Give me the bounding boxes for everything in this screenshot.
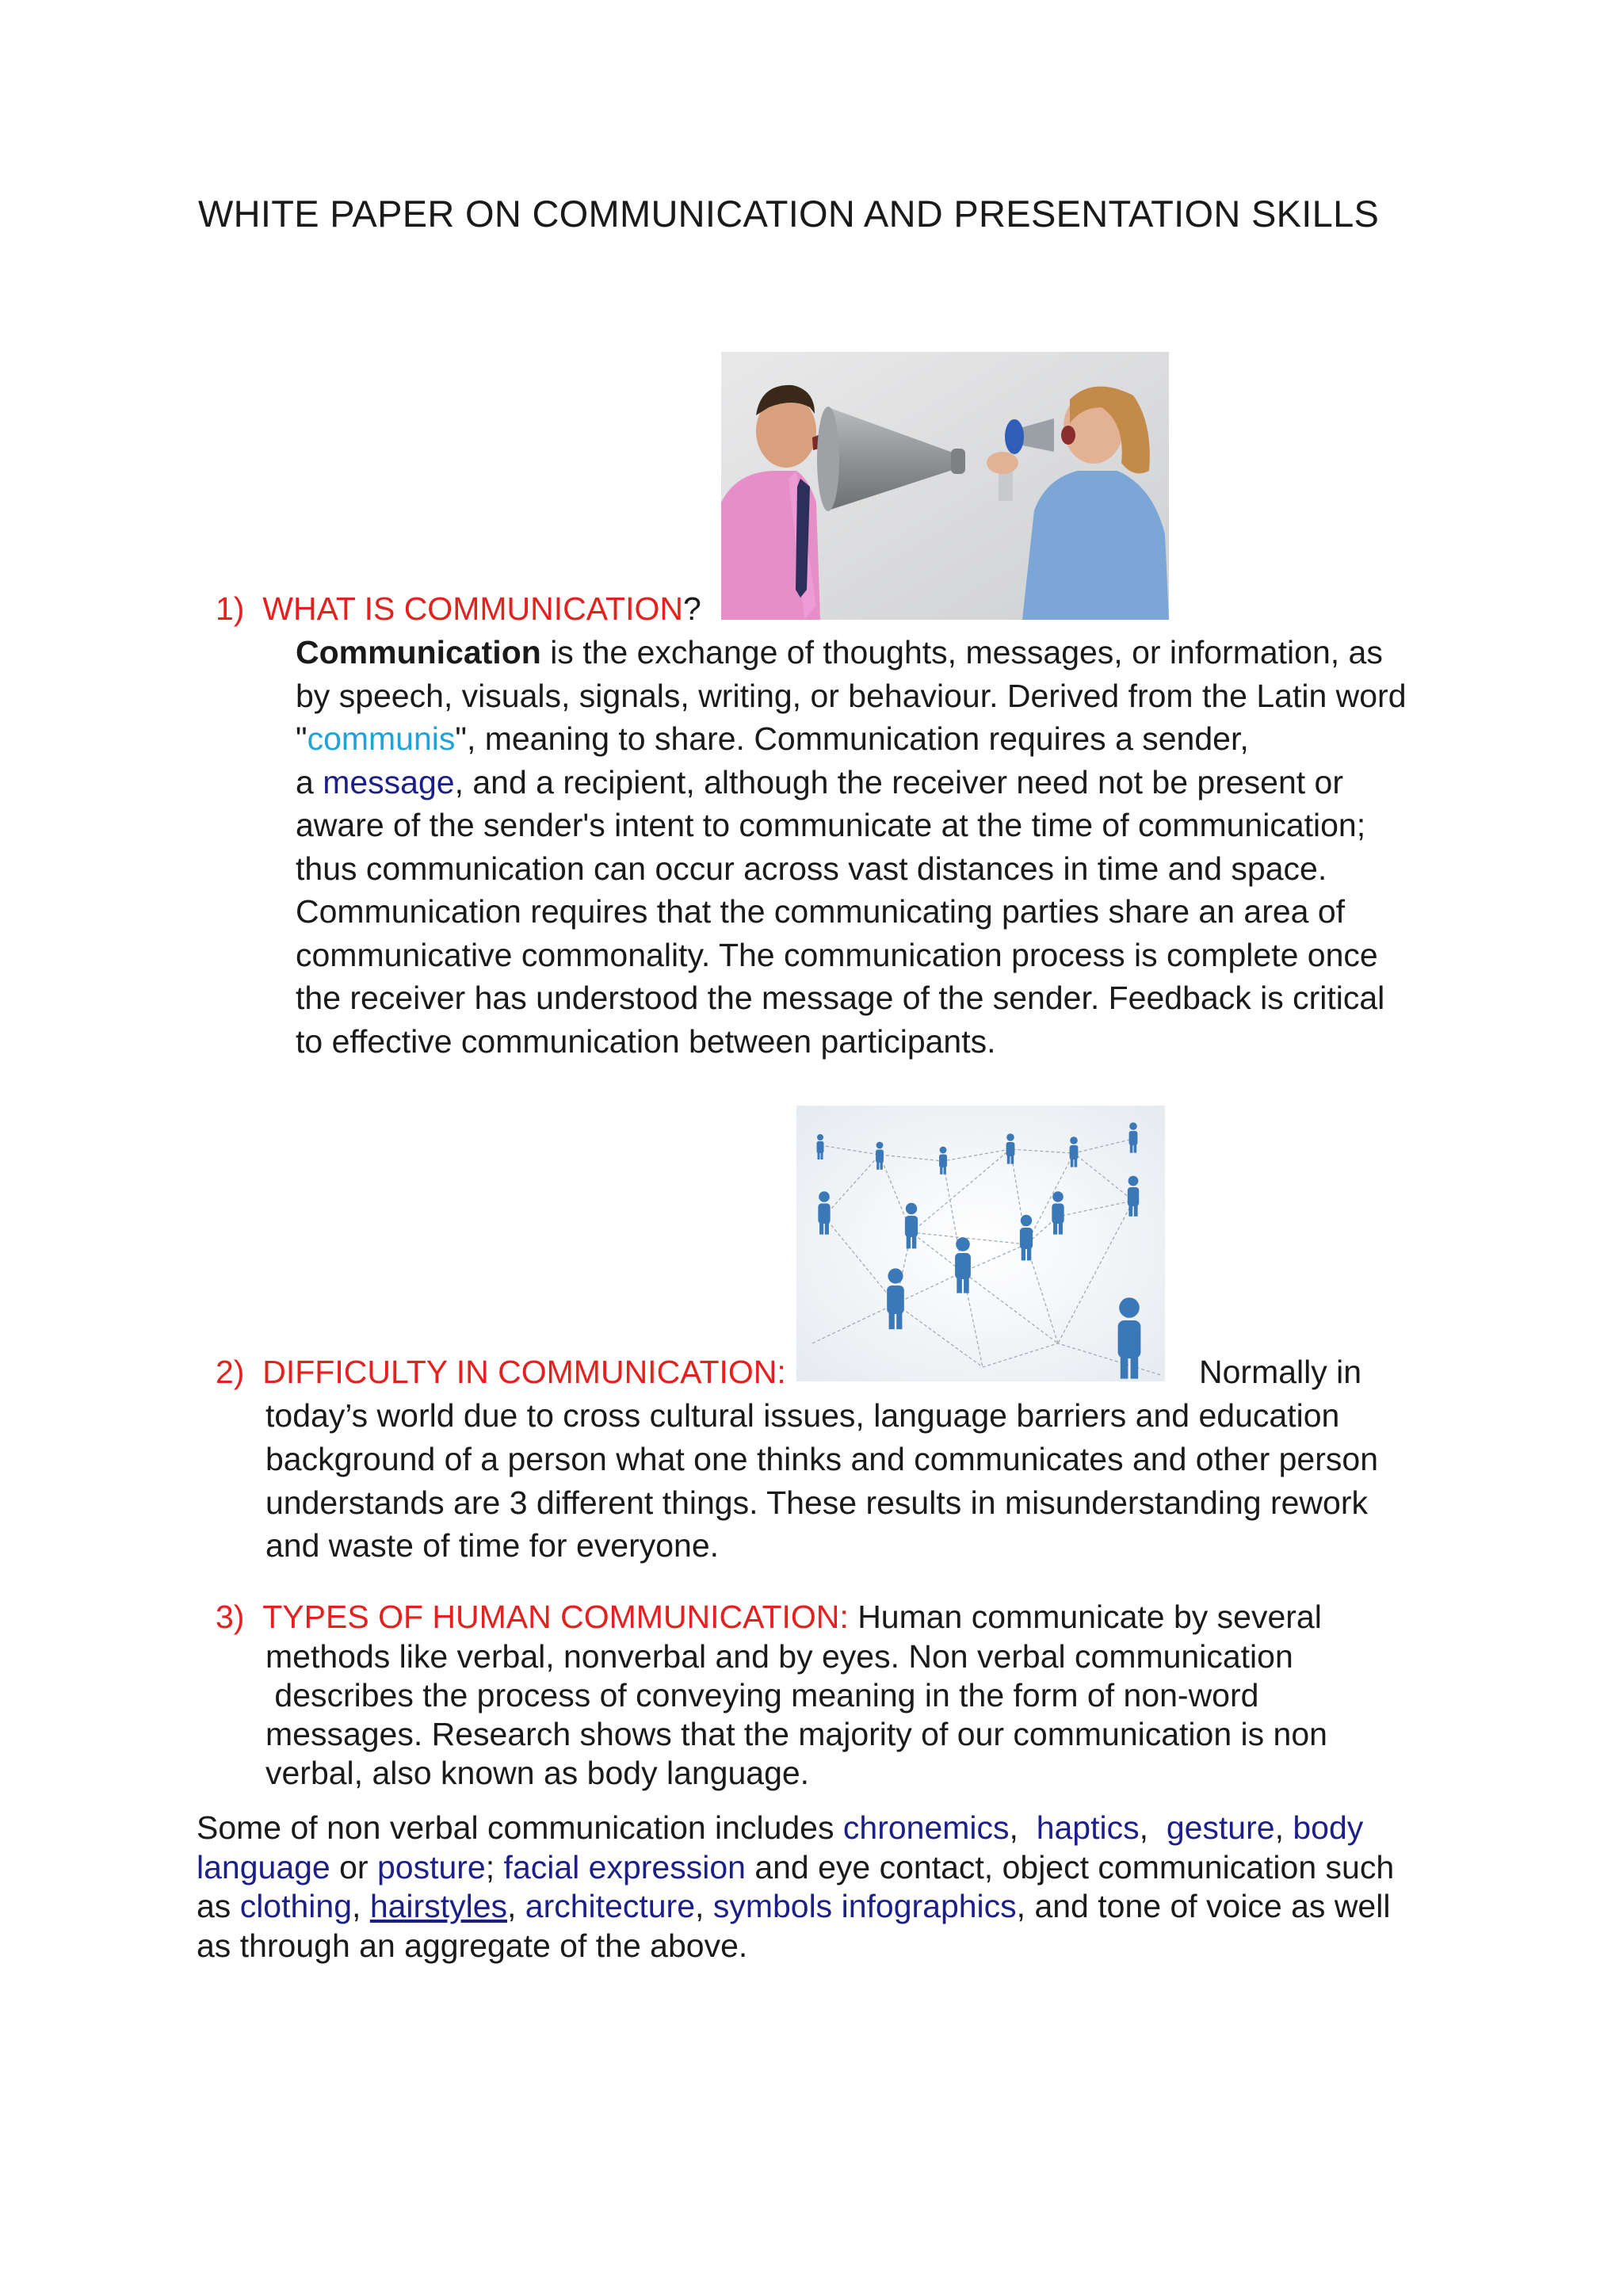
section-1-line-10: to effective communication between participants. <box>296 1023 996 1060</box>
separator <box>832 1888 841 1924</box>
separator: , <box>1139 1809 1167 1846</box>
section-3-line-2: describes the process of conveying meaning in the form of non-word <box>265 1677 1259 1713</box>
section-3-heading <box>216 1601 1322 1633</box>
section-2-title: DIFFICULTY IN COMMUNICATION: <box>262 1354 786 1390</box>
link-chronemics[interactable]: chronemics <box>842 1809 1010 1846</box>
section-1-line-8: communicative commonality. The communication process is complete once <box>296 937 1378 973</box>
link-language[interactable]: language <box>197 1849 330 1885</box>
section-1-line-7: Communication requires that the communicating parties share an area of <box>296 893 1346 930</box>
section-3-line-3: messages. Research shows that the majority of our communication is non <box>265 1716 1327 1752</box>
section-2-line-2: background of a person what one thinks and communicates and other person <box>265 1441 1378 1477</box>
section-1-number: 1) <box>216 590 245 627</box>
link-haptics[interactable]: haptics <box>1036 1809 1140 1846</box>
section-2-line-4: and waste of time for everyone. <box>265 1527 720 1564</box>
link-hairstyles[interactable]: hairstyles <box>369 1888 507 1924</box>
closing-line-4: as through an aggregate of the above. <box>197 1927 748 1964</box>
section-1-text: ", meaning to share. Communication requires a sender, <box>455 720 1249 757</box>
link-symbols[interactable]: symbols <box>712 1888 833 1924</box>
closing-text: as <box>197 1888 240 1924</box>
separator: , <box>695 1888 713 1924</box>
section-1-text: a <box>296 764 323 800</box>
section-1-line-6: thus communication can occur across vast distances in time and space. <box>296 850 1327 887</box>
closing-text: Some of non verbal communication includes <box>197 1809 843 1846</box>
separator: , <box>1009 1809 1037 1846</box>
separator: ; <box>485 1849 504 1885</box>
closing-line-2 <box>197 1851 1394 1884</box>
separator: , <box>1274 1809 1293 1846</box>
link-clothing[interactable]: clothing <box>239 1888 353 1924</box>
separator: , <box>352 1888 370 1924</box>
section-1-line-1 <box>296 636 1383 669</box>
section-2-line-1: today’s world due to cross cultural issues, language barriers and education <box>265 1397 1340 1434</box>
link-architecture[interactable]: architecture <box>525 1888 696 1924</box>
section-2-line-3: understands are 3 different things. These results in misunderstanding rework <box>265 1484 1368 1521</box>
section-1-line-3 <box>296 720 1249 757</box>
link-message[interactable]: message <box>323 764 455 800</box>
page-title: WHITE PAPER ON COMMUNICATION AND PRESENTATION SKILLS <box>198 193 1380 235</box>
link-facial-expression[interactable]: facial expression <box>503 1849 746 1885</box>
link-communis[interactable]: communis <box>307 720 456 757</box>
link-posture[interactable]: posture <box>376 1849 486 1885</box>
quote-open: " <box>296 720 307 757</box>
section-1-line-2: by speech, visuals, signals, writing, or behaviour. Derived from the Latin word <box>296 678 1407 714</box>
link-body[interactable]: body <box>1293 1809 1364 1846</box>
section-2-number: 2) <box>216 1354 245 1390</box>
people-network-photo <box>796 1106 1165 1381</box>
section-1-line-9: the receiver has understood the message of the sender. Feedback is critical <box>296 980 1385 1016</box>
section-3-line-4: verbal, also known as body language. <box>265 1755 810 1791</box>
section-1-text: , and a recipient, although the receiver need not be present or <box>454 764 1343 800</box>
link-infographics[interactable]: infographics <box>841 1888 1017 1924</box>
section-1-line-4 <box>296 766 1343 799</box>
term-communication: Communication <box>296 634 541 670</box>
section-2-heading <box>216 1356 786 1389</box>
closing-text: , and tone of voice as well <box>1016 1888 1391 1924</box>
section-1-text: is the exchange of thoughts, messages, or information, as <box>540 634 1383 670</box>
megaphone-couple-photo <box>721 352 1169 620</box>
closing-text: or <box>330 1849 377 1885</box>
section-2-heading-tail: Normally in <box>1199 1354 1362 1390</box>
section-1-title: WHAT IS COMMUNICATION <box>262 590 683 627</box>
section-1-title-suffix: ? <box>682 590 701 627</box>
separator: , <box>507 1888 525 1924</box>
closing-text: and eye contact, object communication such <box>745 1849 1395 1885</box>
section-3-line-1: methods like verbal, nonverbal and by eyes. Non verbal communication <box>265 1638 1293 1675</box>
section-1-line-5: aware of the sender's intent to communicate at the time of communication; <box>296 807 1366 843</box>
section-3-title: TYPES OF HUMAN COMMUNICATION: <box>262 1599 849 1635</box>
link-gesture[interactable]: gesture <box>1166 1809 1275 1846</box>
closing-line-1 <box>197 1809 1364 1846</box>
closing-line-3 <box>197 1890 1390 1923</box>
section-3-number: 3) <box>216 1599 245 1635</box>
section-3-heading-tail: Human communicate by several <box>848 1599 1322 1635</box>
section-1-heading <box>216 590 701 627</box>
